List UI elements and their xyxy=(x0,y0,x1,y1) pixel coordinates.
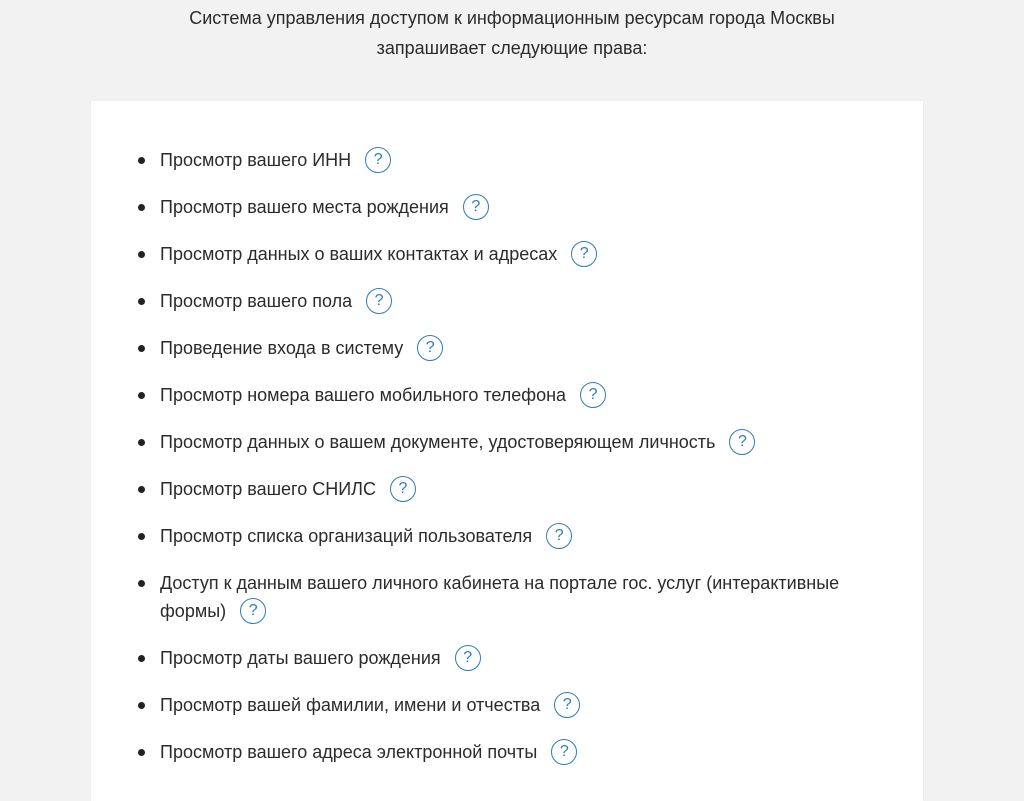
permission-label: Просмотр списка организаций пользователя xyxy=(160,526,533,546)
permission-label: Просмотр вашей фамилии, имени и отчества xyxy=(160,695,541,715)
permission-label: Просмотр данных о вашем документе, удостоверяющем личность xyxy=(160,432,716,452)
permission-item xyxy=(135,146,895,174)
permission-label: Просмотр вашего пола xyxy=(160,291,353,311)
question-circle-icon[interactable]: ? xyxy=(554,692,580,718)
permission-item xyxy=(135,381,895,409)
question-circle-icon[interactable]: ? xyxy=(729,429,755,455)
permission-item xyxy=(135,334,895,362)
permission-item xyxy=(135,569,895,625)
intro-line-1: Система управления доступом к информационным ресурсам города Москвы xyxy=(189,8,835,28)
permissions-intro xyxy=(112,3,912,63)
permission-label: Просмотр номера вашего мобильного телефона xyxy=(160,385,567,405)
bullet xyxy=(138,345,145,352)
permission-label: Просмотр данных о ваших контактах и адресах xyxy=(160,244,558,264)
permission-item xyxy=(135,193,895,221)
question-circle-icon[interactable]: ? xyxy=(455,645,481,671)
bullet xyxy=(138,392,145,399)
permission-label: Просмотр вашего адреса электронной почты xyxy=(160,742,538,762)
permission-item xyxy=(135,240,895,268)
bullet xyxy=(138,702,145,709)
question-circle-icon[interactable]: ? xyxy=(417,335,443,361)
permission-label: Просмотр вашего места рождения xyxy=(160,197,449,217)
permission-item xyxy=(135,522,895,550)
permission-label: Просмотр вашего ИНН xyxy=(160,150,352,170)
permission-item xyxy=(135,287,895,315)
permission-item xyxy=(135,738,895,766)
permission-item xyxy=(135,644,895,672)
bullet xyxy=(138,298,145,305)
permission-label: Проведение входа в систему xyxy=(160,338,404,358)
permission-item xyxy=(135,428,895,456)
question-circle-icon[interactable]: ? xyxy=(365,147,391,173)
question-circle-icon[interactable]: ? xyxy=(546,523,572,549)
bullet xyxy=(138,749,145,756)
question-circle-icon[interactable]: ? xyxy=(571,241,597,267)
question-circle-icon[interactable]: ? xyxy=(366,288,392,314)
bullet xyxy=(138,439,145,446)
question-circle-icon[interactable]: ? xyxy=(580,382,606,408)
bullet xyxy=(138,157,145,164)
bullet xyxy=(138,580,145,587)
permission-item xyxy=(135,475,895,503)
bullet xyxy=(138,251,145,258)
question-circle-icon[interactable]: ? xyxy=(240,598,266,624)
bullet xyxy=(138,486,145,493)
intro-line-2: запрашивает следующие права: xyxy=(376,38,648,58)
permissions-list xyxy=(135,146,895,785)
permission-label: Доступ к данным вашего личного кабинета на портале гос. услуг (интерактивные формы) xyxy=(160,573,840,621)
permission-label: Просмотр вашего СНИЛС xyxy=(160,479,376,499)
question-circle-icon[interactable]: ? xyxy=(463,194,489,220)
bullet xyxy=(138,204,145,211)
bullet xyxy=(138,533,145,540)
question-circle-icon[interactable]: ? xyxy=(551,739,577,765)
question-circle-icon[interactable]: ? xyxy=(390,476,416,502)
permissions-panel xyxy=(91,101,923,801)
permission-item xyxy=(135,691,895,719)
bullet xyxy=(138,655,145,662)
permission-label: Просмотр даты вашего рождения xyxy=(160,648,441,668)
